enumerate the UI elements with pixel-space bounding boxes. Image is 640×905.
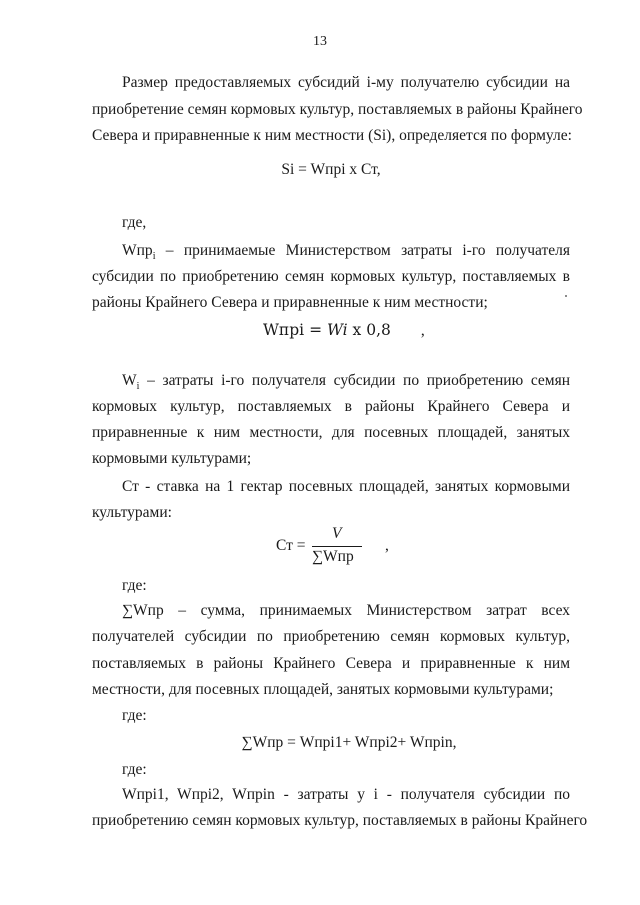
paragraph-3-line-3: приравненные к ним местности, для посевных площадей, занятых [92,424,570,441]
where-label-3: где: [122,707,147,724]
paragraph-1-line-2: приобретение семян кормовых культур, поставляемых в районы Крайнего [92,101,583,118]
paragraph-3-line-2: кормовых культур, поставляемых в районы Крайнего Севера и [92,398,570,415]
formula-rate-lhs: Ст = [276,537,306,554]
where-label-2: где: [122,577,147,594]
formula-rate-comma: , [385,537,389,554]
paragraph-5-line-2: получателей субсидии по приобретению семян кормовых культур, [92,628,570,645]
paragraph-4-line-2: культурами: [92,504,172,521]
where-label-4: где: [122,761,147,778]
paragraph-3-line-1: $W_i$ – затраты i-го получателя субсидии по приобретению семян [122,372,570,393]
where-label-1: где, [122,214,147,231]
formula-wpri-comma: , [420,322,425,339]
page-number: 13 [313,34,327,49]
paragraph-4-line-1: Ст - ставка на 1 гектар посевных площадей, занятых кормовыми [122,478,570,495]
formula-wpri-rhs: х 0,8 [347,321,391,339]
paragraph-3-line-4: кормовыми культурами; [92,450,252,467]
formula-si: Si = Wпрi х Ст, [281,161,381,178]
formula-sum: ∑Wпр = Wпрi1+ Wпрi2+ Wпрin, [241,734,457,751]
formula-wpri [263,320,463,341]
wpri-definition: Wпр$_i$ – принимаемые Министерством затраты i-го получателя [122,242,570,263]
subscript-i: i [152,251,156,263]
scan-speck [565,295,567,297]
paragraph-5-line-1: ∑Wпр – сумма, принимаемых Министерством затрат всех [122,602,570,619]
paragraph-2-line-3: районы Крайнего Севера и приравненные к ним местности; [92,294,488,311]
paragraph-6-line-2: приобретению семян кормовых культур, поставляемых в районы Крайнего [92,812,588,829]
paragraph-2-line-2: субсидии по приобретению семян кормовых культур, поставляемых в [92,268,570,285]
paragraph-5-line-4: местности, для посевных площадей, занятых кормовыми культурами; [92,681,554,698]
fraction-bar [312,546,362,547]
paragraph-5-line-3: поставляемых в районы Крайнего Севера и приравненные к ним [92,655,570,672]
paragraph-2-line-1 [122,241,570,267]
formula-wpri-var: Wi [326,321,348,339]
formula-rate-numerator: V [332,525,342,542]
paragraph-6-line-1: Wпрi1, Wпрi2, Wпрin - затраты у i - получателя субсидии по [122,786,570,803]
formula-wpri-lhs: Wпрi = [263,321,327,339]
paragraph-1-line-1: Размер предоставляемых субсидий i-му получателю субсидии на [122,74,570,91]
formula-rate-denominator: ∑Wпр [312,548,354,565]
paragraph-1-line-3: Севера и приравненные к ним местности (Si), определяется по формуле: [92,127,572,144]
